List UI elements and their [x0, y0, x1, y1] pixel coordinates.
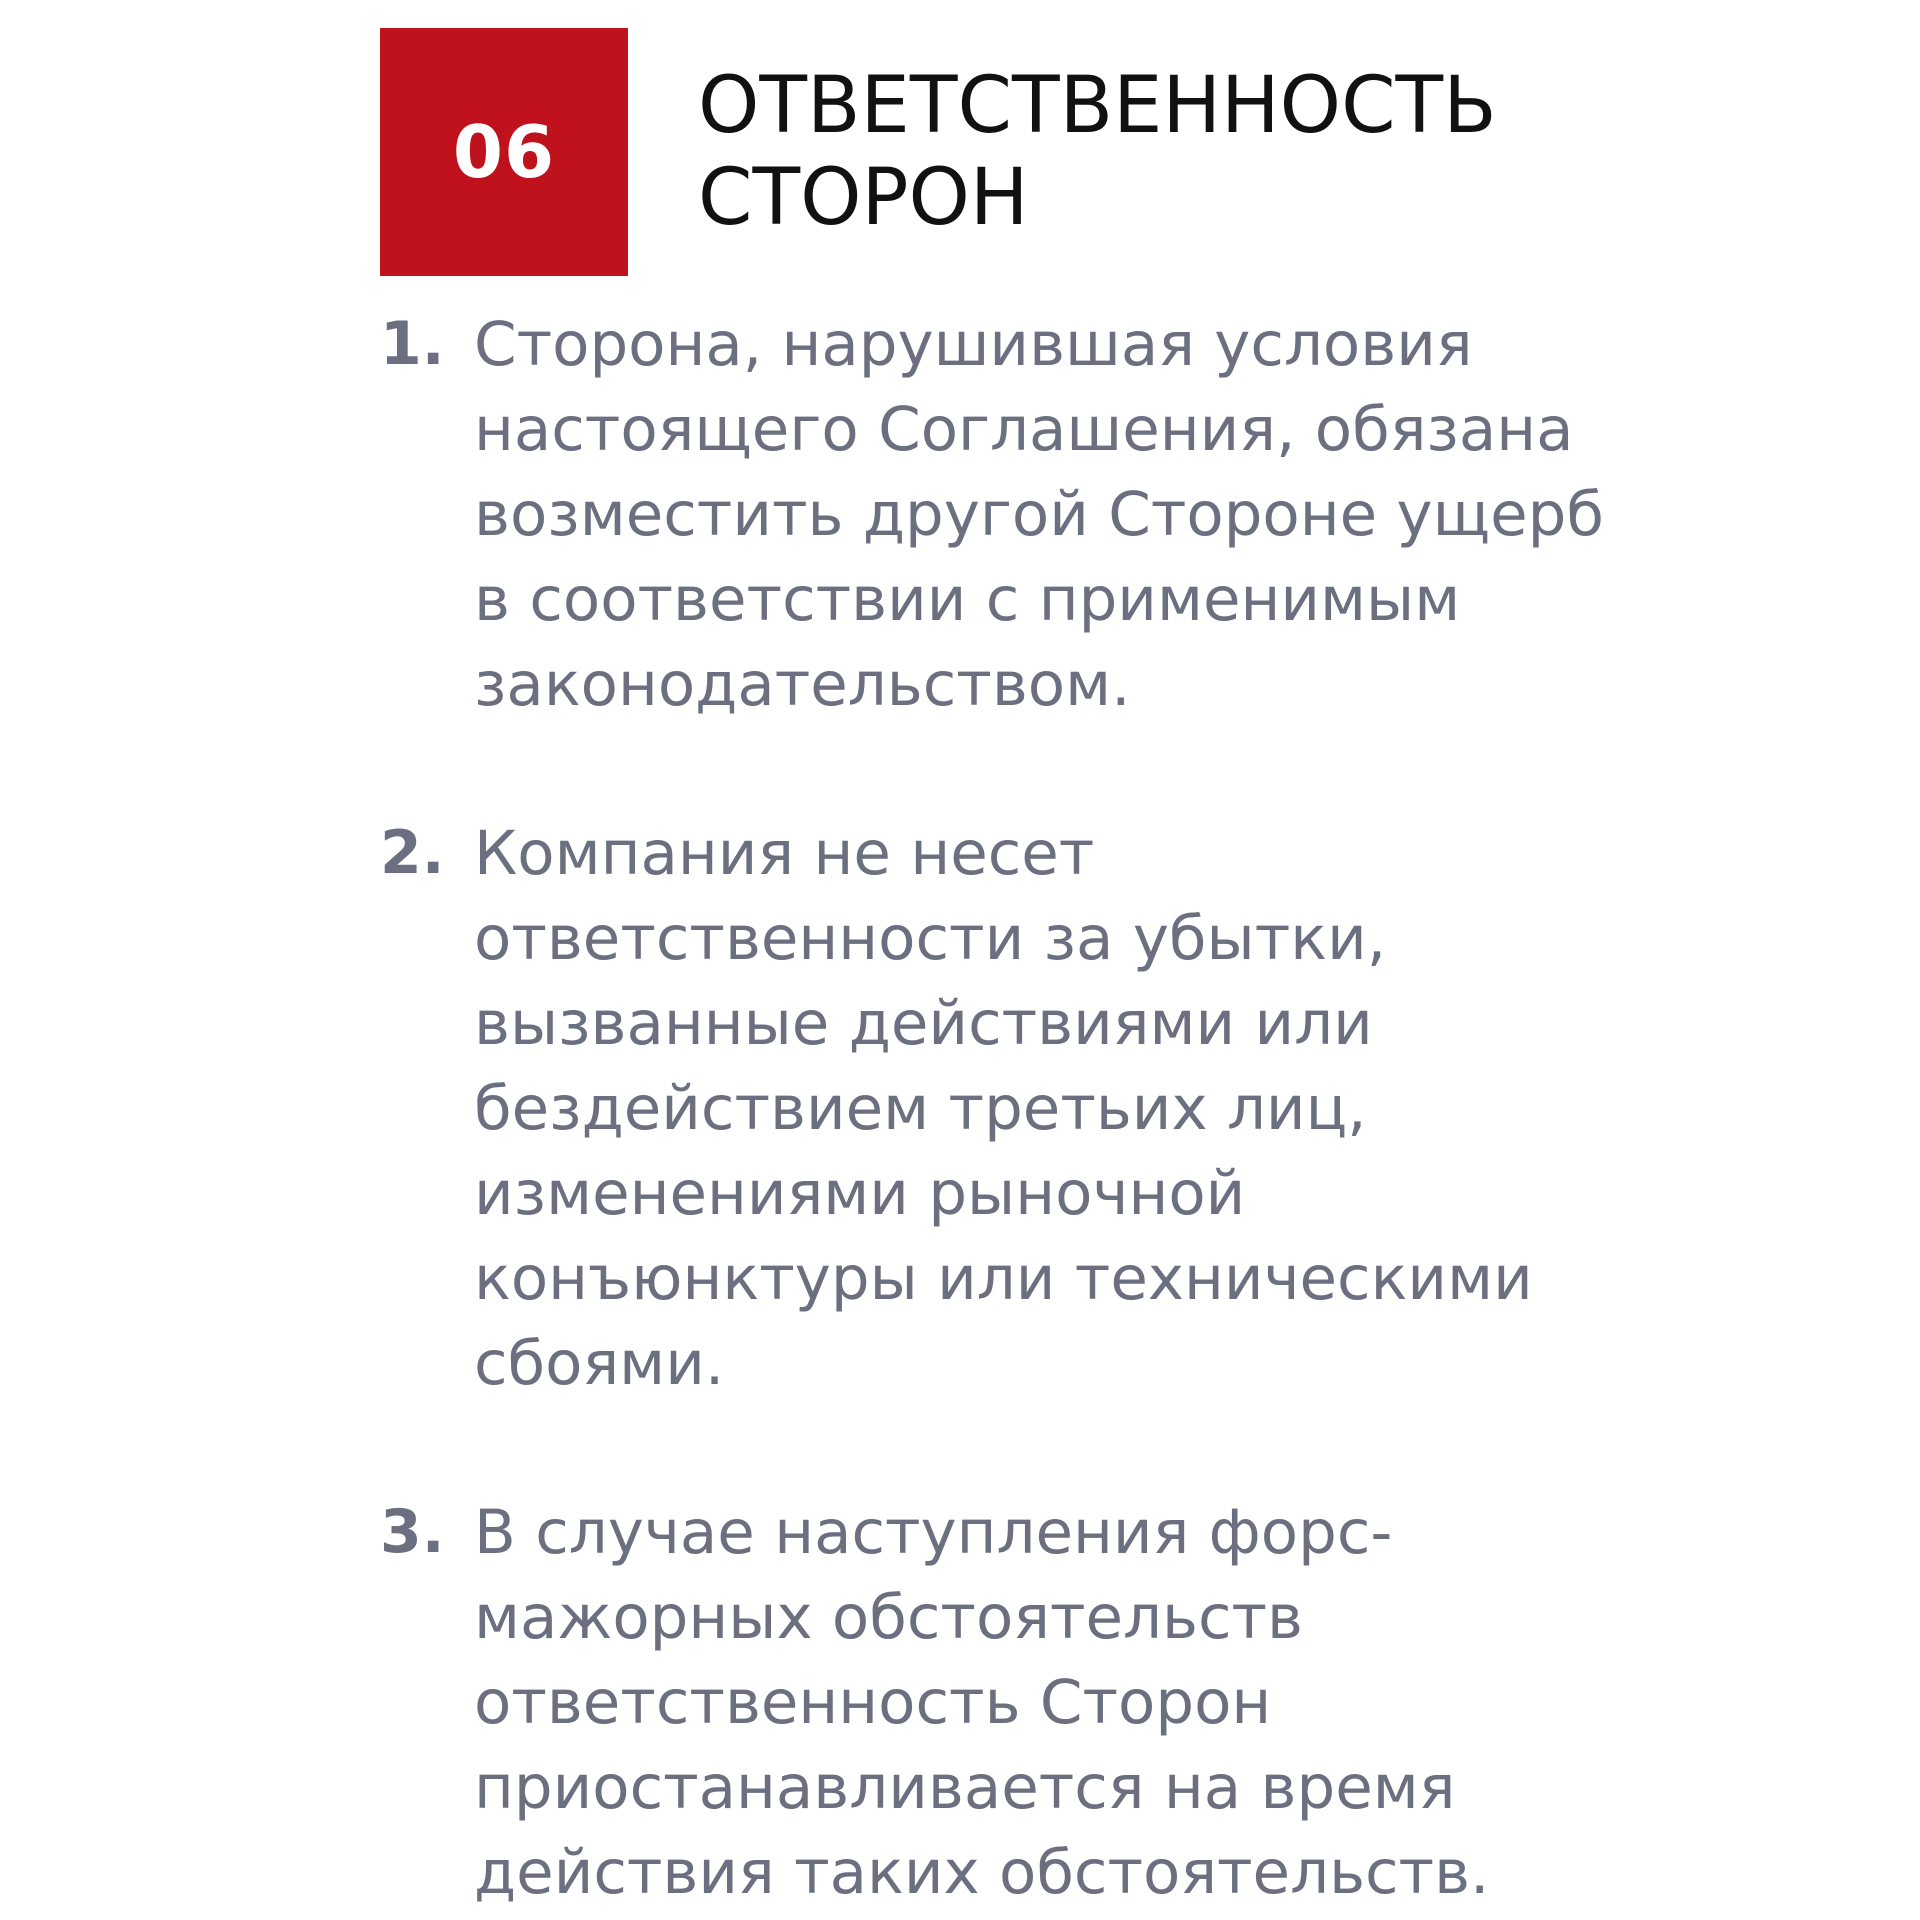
clauses-list [380, 302, 1680, 1920]
clause-text: Сторона, нарушившая условия настоящего Соглашения, обязана возместить другой Стороне ущерб в соответствии с применимым законодательством. [474, 309, 1604, 720]
clause-item [380, 302, 1680, 727]
clause-number: 3. [380, 1497, 445, 1567]
clause-number: 2. [380, 818, 445, 888]
clause-text: В случае наступления форс-мажорных обстоятельств ответственность Сторон приостанавливается на время действия таких обстоятельств. [474, 1497, 1490, 1908]
section-title [698, 60, 1598, 244]
section-number: 06 [452, 110, 556, 194]
section-title-line-1: ОТВЕТСТВЕННОСТЬ [698, 61, 1497, 151]
clause-item [380, 811, 1680, 1406]
section-title-line-2: СТОРОН [698, 153, 1029, 243]
section-header [380, 28, 1598, 276]
clause-number: 1. [380, 309, 445, 379]
clause-item [380, 1490, 1680, 1915]
section-number-badge [380, 28, 628, 276]
clause-text: Компания не несет ответственности за убытки, вызванные действиями или бездействием третьих лиц, изменениями рыночной конъюнктуры или техническими сбоями. [474, 818, 1533, 1399]
